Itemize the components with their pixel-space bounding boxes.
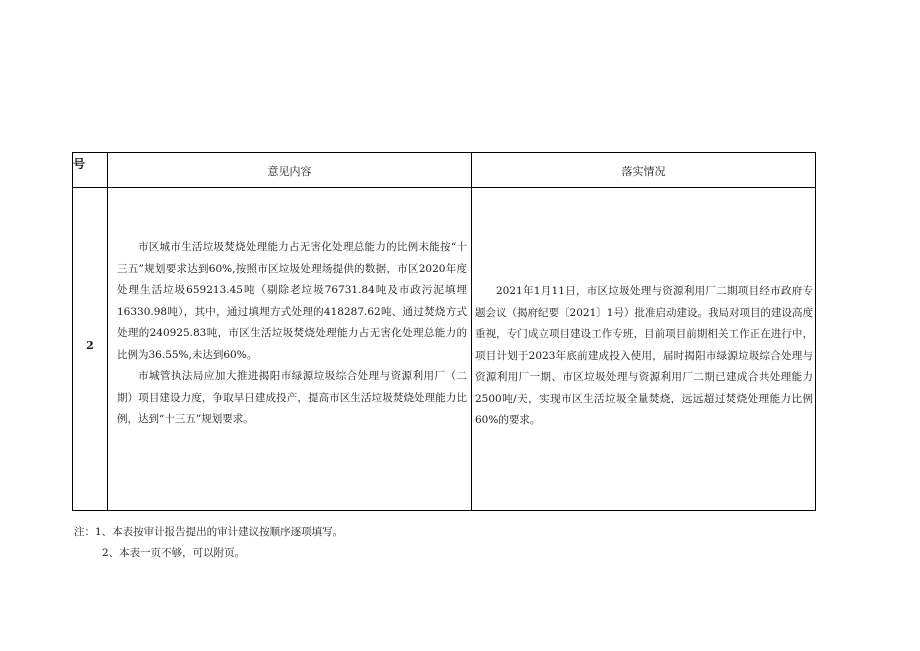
opinion-paragraph: 市城管执法局应加大推进揭阳市绿源垃圾综合处理与资源利用厂（二期）项目建设力度，争取早日建成投产，提高市区生活垃圾焚烧处理能力比例，达到“十三五”规划要求。 [117, 370, 467, 425]
column-divider [107, 153, 108, 510]
implementation-paragraph: 2021年1月11日，市区垃圾处理与资源利用厂二期项目经市政府专题会议（揭府纪要〔2021〕1号）批准启动建设。我局对项目的建设高度重视，专门成立项目建设工作专班，目前项目前期相关工作正在进行中，项目计划于2023年底前建成投入使用，届时揭阳市绿源垃圾综合处理与资源利用厂一期、市区垃圾处理与资源利用厂二期已建成合共处理能力2500吨/天，实现市区生活垃圾全量焚烧，远远超过焚烧处理能力比例60%的要求。 [475, 285, 813, 426]
note-line: 2、本表一页不够，可以附页。 [102, 547, 246, 559]
audit-rectification-table [72, 152, 816, 511]
header-seq: 号 [73, 157, 88, 171]
opinion-cell [117, 237, 467, 431]
note-line: 注：1、本表按审计报告提出的审计建议按顺序逐项填写。 [74, 526, 344, 538]
header-opinion: 意见内容 [267, 165, 312, 178]
column-divider [471, 153, 472, 510]
opinion-paragraph: 市区城市生活垃圾焚烧处理能力占无害化处理总能力的比例未能按“十三五”规划要求达到60%,按照市区垃圾处理场提供的数据，市区2020年度处理生活垃圾659213.45吨（剔除老垃圾76731.84吨及市政污泥填埋16330.98吨），其中，通过填埋方式处理的418287.62吨、通过焚烧方式处理的240925.83吨，市区生活垃圾焚烧处理能力占无害化处理总能力的比例为36.55%,未达到60%。 [117, 241, 467, 361]
header-implementation: 落实情况 [621, 165, 666, 178]
row-number: 2 [86, 339, 94, 352]
header-divider [73, 187, 815, 188]
table-notes [74, 522, 343, 564]
implementation-cell [475, 281, 813, 432]
